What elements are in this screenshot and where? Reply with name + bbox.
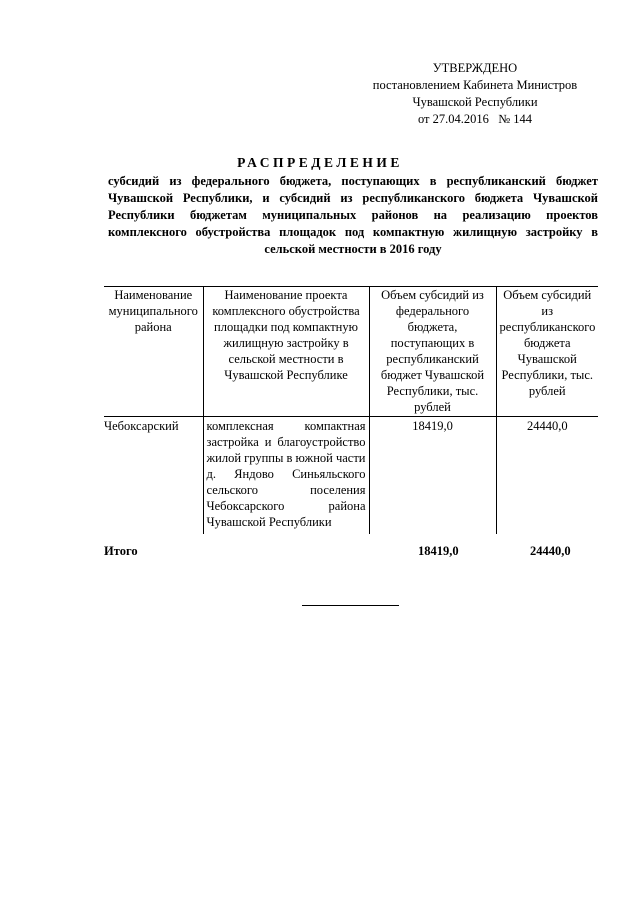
approval-block bbox=[350, 60, 600, 128]
cell-republican: 24440,0 bbox=[496, 417, 598, 535]
header-district: Наименование муниципального района bbox=[104, 287, 203, 417]
total-label: Итого bbox=[104, 544, 138, 558]
cell-federal: 18419,0 bbox=[369, 417, 496, 535]
document-title: РАСПРЕДЕЛЕНИЕ bbox=[237, 155, 403, 170]
total-federal: 18419,0 bbox=[418, 544, 459, 558]
header-republican-subsidy: Объем субсидий из республиканского бюджета Чувашской Республики, тыс. рублей bbox=[496, 287, 598, 417]
header-federal-subsidy: Объем субсидий из федерального бюджета, поступающих в республиканский бюджет Чувашской Республики, тыс. рублей bbox=[369, 287, 496, 417]
cell-district: Чебоксарский bbox=[104, 417, 203, 535]
table-header-row bbox=[104, 287, 598, 417]
approval-line-2: Чувашской Республики bbox=[412, 95, 538, 109]
header-project: Наименование проекта комплексного обустройства площадки под компактную жилищную застройку в сельской местности в Чувашской Республике bbox=[203, 287, 369, 417]
table-row bbox=[104, 417, 598, 535]
distribution-table bbox=[104, 286, 598, 534]
closing-divider bbox=[302, 605, 399, 606]
document-subtitle: субсидий из федерального бюджета, поступающих в республиканский бюджет Чувашской Республики, и субсидий из республиканского бюджета Чувашской Республики бюджетам муниципальных районов на реализацию проектов комплексного обустройства площадок под компактную жилищную застройку в сельской местности в 2016 году bbox=[108, 174, 598, 256]
approval-line-3: от 27.04.2016 № 144 bbox=[417, 112, 533, 126]
approval-heading: УТВЕРЖДЕНО bbox=[432, 61, 518, 75]
approval-line-1: постановлением Кабинета Министров bbox=[372, 78, 578, 92]
cell-project: комплексная компактная застройка и благоустройство жилой группы в южной части д. Яндово Синьяльского сельского поселения Чебоксарского района Чувашской Республики bbox=[203, 417, 369, 535]
total-republican: 24440,0 bbox=[530, 544, 571, 558]
